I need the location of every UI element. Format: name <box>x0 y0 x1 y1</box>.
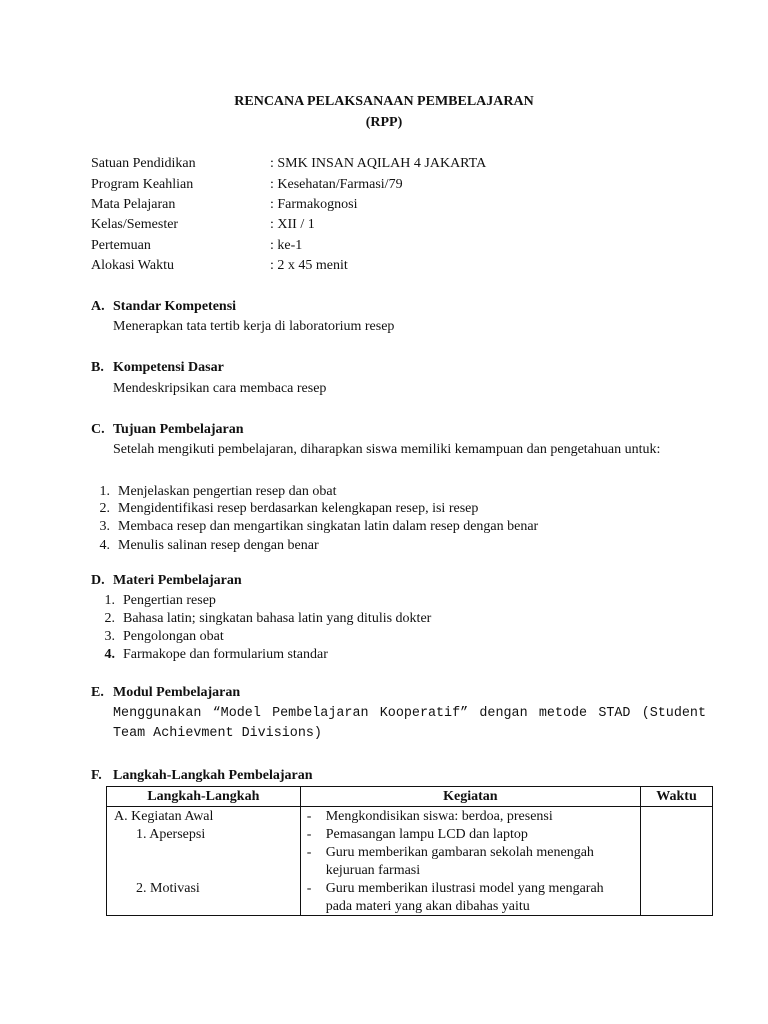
column-header: Kegiatan <box>300 787 640 807</box>
info-value: : ke-1 <box>270 238 303 253</box>
info-value: : SMK INSAN AQILAH 4 JAKARTA <box>270 156 487 171</box>
section-title: Tujuan Pembelajaran <box>113 422 244 437</box>
section-text-a: Menerapkan tata tertib kerja di laboratorium resep <box>113 319 395 334</box>
section-heading-f <box>91 766 313 786</box>
table-header-row <box>107 787 713 807</box>
activity-text: Mengkondisikan siswa: berdoa, presensi <box>325 809 553 824</box>
section-title: Langkah-Langkah Pembelajaran <box>113 768 313 783</box>
column-header: Langkah-Langkah <box>107 787 301 807</box>
section-letter: E. <box>91 685 104 700</box>
steps-cell <box>107 807 301 916</box>
column-header: Waktu <box>641 787 713 807</box>
document-subtitle: (RPP) <box>365 115 403 130</box>
info-label: Program Keahlian <box>91 177 194 192</box>
section-letter: F. <box>91 768 102 783</box>
info-label: Kelas/Semester <box>91 217 179 232</box>
section-heading-d <box>91 571 242 591</box>
info-value: : Farmakognosi <box>270 197 358 212</box>
info-label: Pertemuan <box>91 238 151 253</box>
section-heading-a <box>91 297 236 317</box>
activity-text: pada materi yang akan dibahas yaitu <box>325 899 530 914</box>
time-cell <box>641 807 713 916</box>
section-text-e: Menggunakan “Model Pembelajaran Kooperatif” dengan metode STAD (Student Team Achievment Divisions) <box>113 706 706 741</box>
document-title: RENCANA PELAKSANAAN PEMBELAJARAN <box>234 94 534 109</box>
info-label: Alokasi Waktu <box>91 258 174 273</box>
step-main: A. Kegiatan Awal <box>114 809 214 824</box>
section-heading-e <box>91 683 240 703</box>
activity-text: Guru memberikan ilustrasi model yang mengarah <box>325 881 604 896</box>
section-title: Materi Pembelajaran <box>113 573 242 588</box>
info-value: : 2 x 45 menit <box>270 258 348 273</box>
info-value: : Kesehatan/Farmasi/79 <box>270 177 403 192</box>
section-letter: D. <box>91 573 105 588</box>
section-heading-c <box>91 420 244 440</box>
step-sub: 1. Apersepsi <box>136 827 206 842</box>
section-text-c: Setelah mengikuti pembelajaran, diharapkan siswa memiliki kemampuan dan pengetahuan untuk: <box>113 442 661 457</box>
info-label: Satuan Pendidikan <box>91 156 196 171</box>
steps-table <box>106 786 713 916</box>
activity-text: Guru memberikan gambaran sekolah menengah <box>325 845 594 860</box>
section-letter: B. <box>91 360 104 375</box>
section-letter: C. <box>91 422 105 437</box>
section-title: Kompetensi Dasar <box>113 360 224 375</box>
activity-text: Pemasangan lampu LCD dan laptop <box>325 827 528 842</box>
section-letter: A. <box>91 299 105 314</box>
section-title: Standar Kompetensi <box>113 299 237 314</box>
activities-cell: - Mengkondisikan siswa: berdoa, presensi - Pemasangan lampu LCD dan laptop - Guru memberikan gambaran sekolah menengah kejuruan farmasi - Guru memberikan ilustrasi model yang mengarah pada materi yang akan dibahas yaitu <box>300 807 640 916</box>
document-page: RENCANA PELAKSANAAN PEMBELAJARAN (RPP) Satuan Pendidikan : SMK INSAN AQILAH 4 JAKARTA Program Keahlian : Kesehatan/Farmasi/79 Mata Pelajaran : Farmakognosi Kelas/Semester : XII / 1 Pertemuan : ke-1 Alokasi Waktu : 2 x 45 menit A. Standar Kompetensi Menerapkan tata tertib kerja di laboratorium resep B. Kompetensi Dasar Mendeskripsikan cara membaca resep C. Tujuan Pembelajaran Setelah mengikuti pembelajaran, diharapkan siswa memiliki kemampuan dan pengetahuan untuk: 1. Menjelaskan pengertian resep dan obat 2. Mengidentifikasi resep berdasarkan kelengkapan resep, isi resep 3. Membaca resep dan mengartikan singkatan latin dalam resep dengan benar 4. Menulis salinan resep dengan benar D. Materi Pembelajaran 1. Pengertian resep 2. Bahasa latin; singkatan bahasa latin yang ditulis dokter 3. Pengolongan obat 4. Farmakope dan formularium standar E. Modul Pembelajaran Menggunakan “Model Pembelajaran Kooperatif” dengan metode STAD (Student Team Achievment Divisions) F. Langkah-Langkah Pembelajaran Langkah-Langkah Kegiatan Waktu A. Kegiatan Awal 1. Apersepsi 2. Motivasi - Mengkondisikan siswa: berdoa, presensi - Pemasangan lampu LCD dan laptop - Guru memberikan gambaran sekolah menengah kejuruan farmasi - Guru memberikan ilustrasi model yang mengarah pada materi yang akan dibahas yaitu <box>0 0 768 1024</box>
info-label: Mata Pelajaran <box>91 197 176 212</box>
table-row <box>107 807 713 916</box>
info-value: : XII / 1 <box>270 217 315 232</box>
section-title: Modul Pembelajaran <box>113 685 241 700</box>
section-text-b: Mendeskripsikan cara membaca resep <box>113 381 327 396</box>
step-sub: 2. Motivasi <box>136 881 200 896</box>
activity-text: kejuruan farmasi <box>325 863 421 878</box>
section-heading-b <box>91 358 224 378</box>
